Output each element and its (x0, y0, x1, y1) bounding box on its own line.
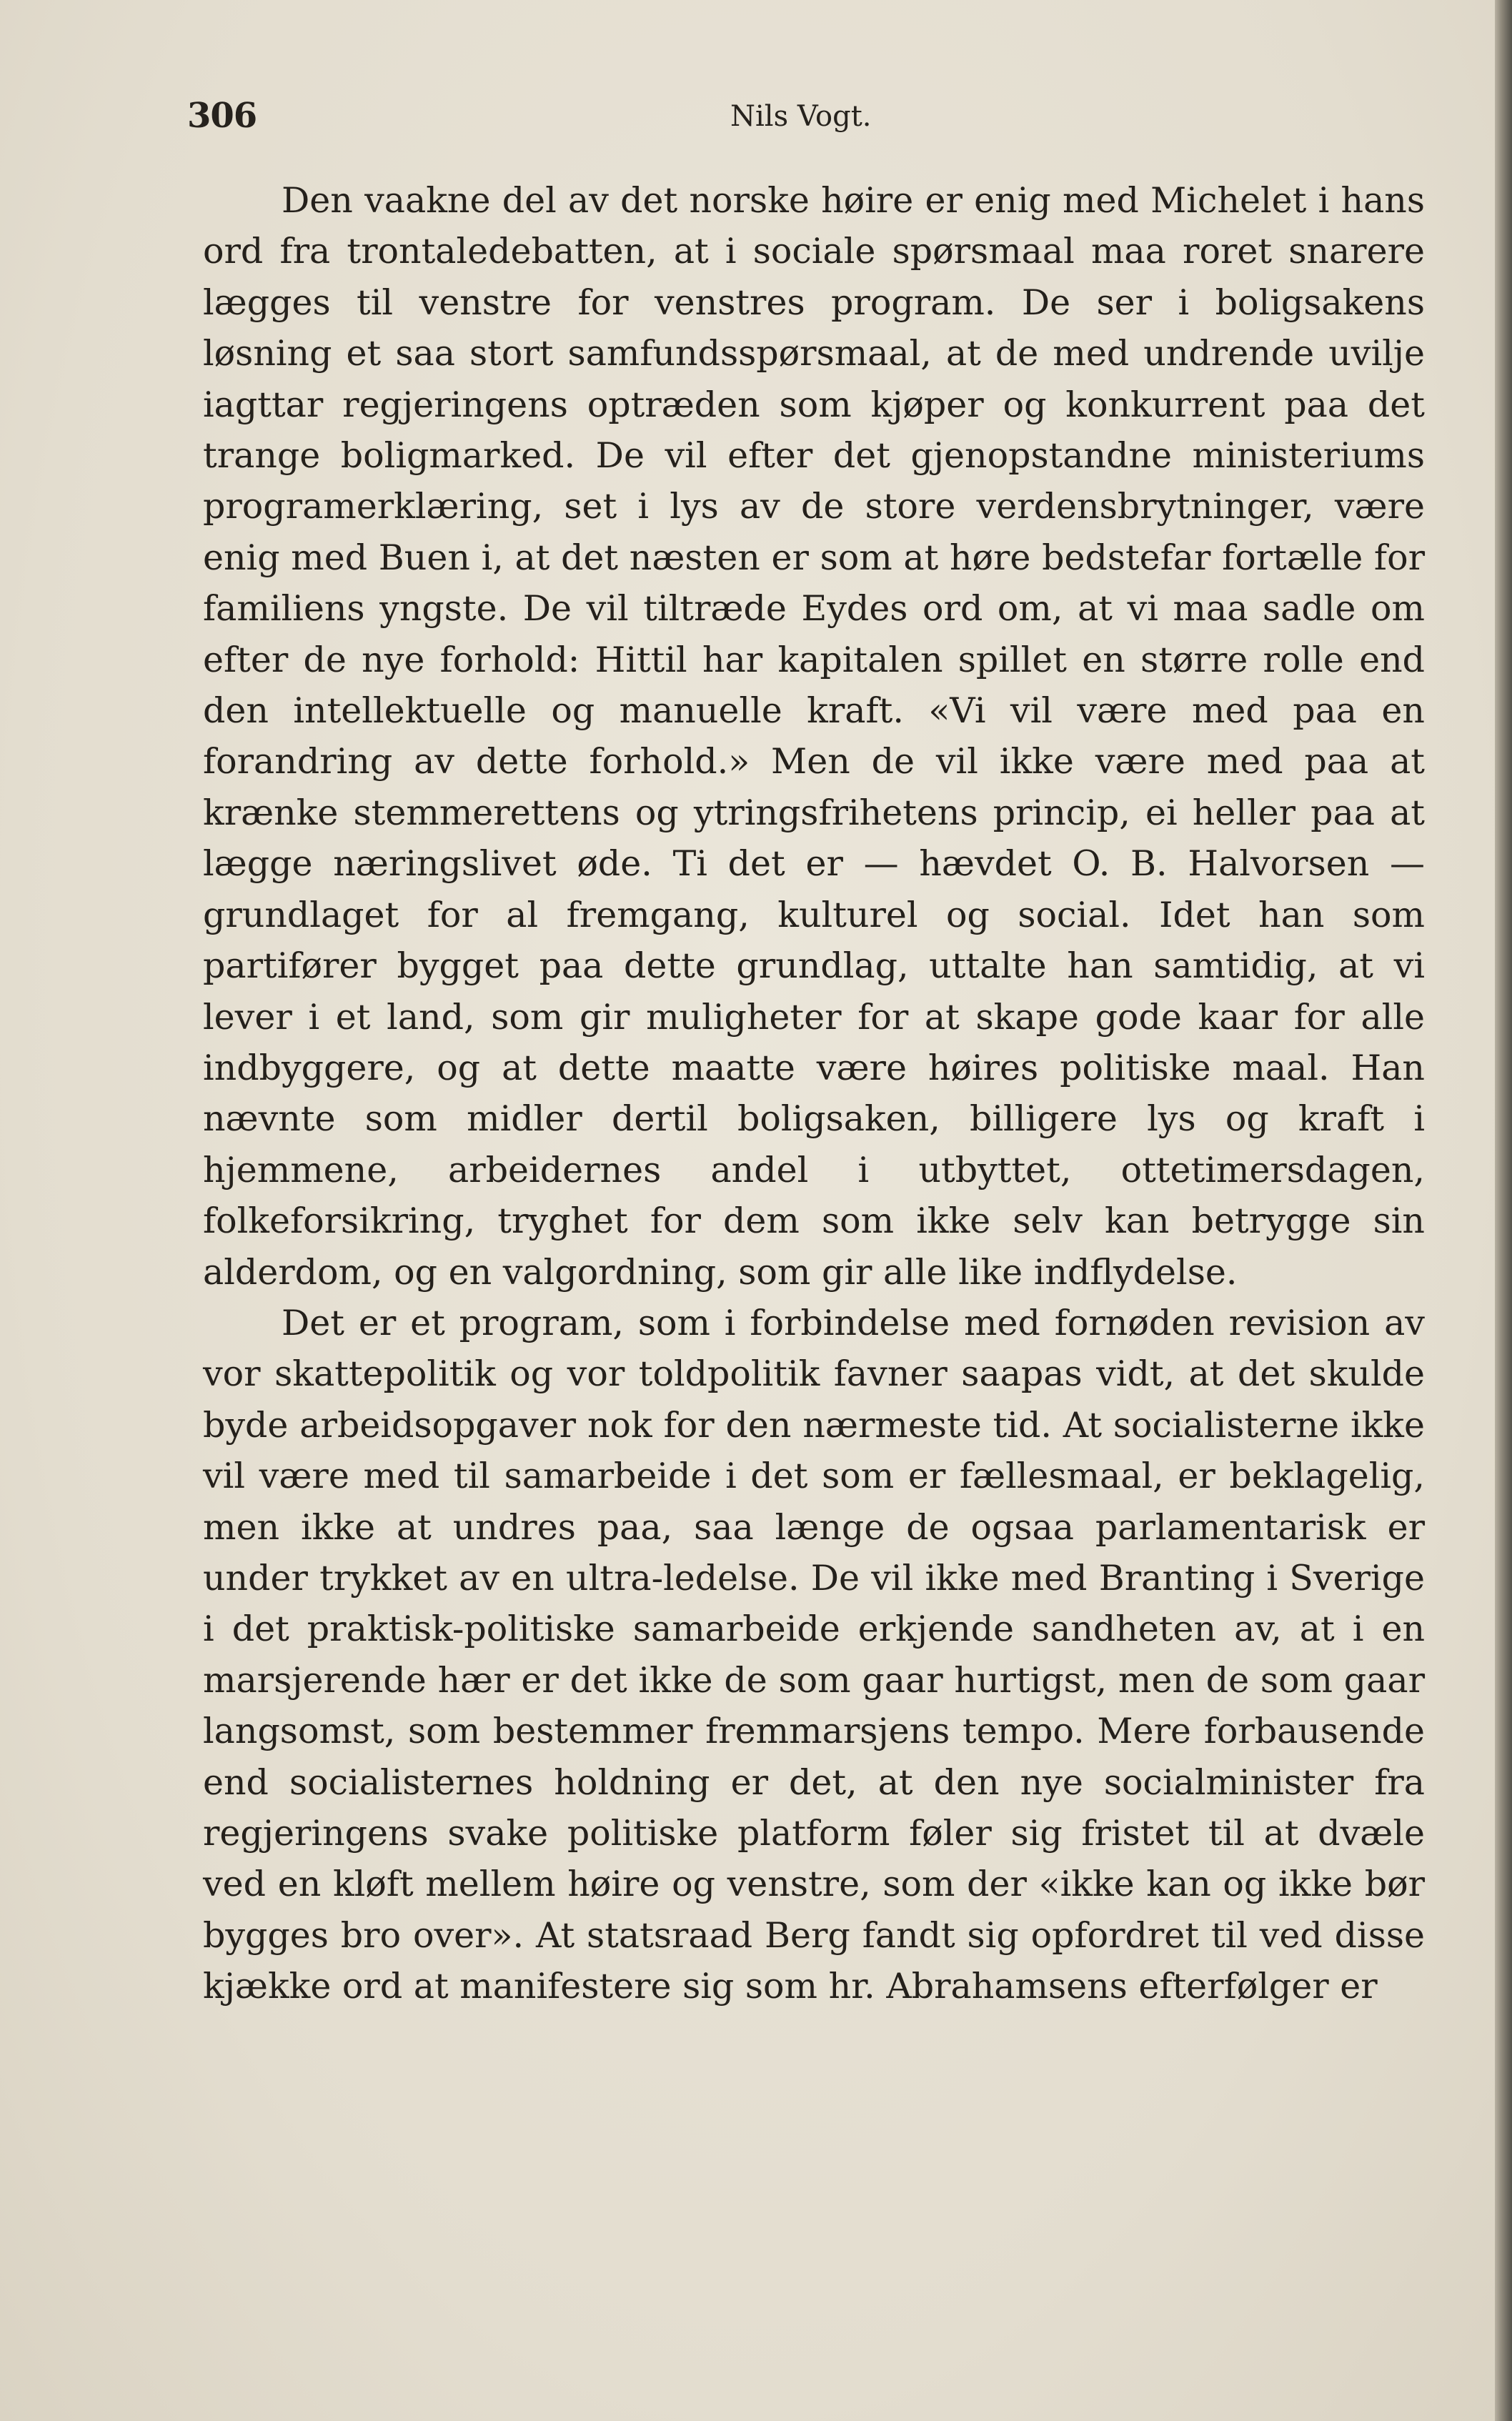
page-number: 306 (187, 96, 257, 136)
body-text (203, 175, 1425, 2012)
page-edge-shadow (1495, 0, 1512, 2421)
paragraph-1: Den vaakne del av det norske høire er enig med Michelet i hans ord fra trontaledebatten, at i sociale spørsmaal maa roret snarere lægges til venstre for venstres program. De ser i boligsakens løsning et saa stort samfundsspørsmaal, at de med undrende uvilje iagttar regjeringens optræden som kjøper og konkurrent paa det trange boligmarked. De vil efter det gjenopstandne ministeriums programerklæring, set i lys av de store verdensbrytninger, være enig med Buen i, at det næsten er som at høre bedstefar fortælle for familiens yngste. De vil tiltræde Eydes ord om, at vi maa sadle om efter de nye forhold: Hittil har kapitalen spillet en større rolle end den intellektuelle og manuelle kraft. «Vi vil være med paa en forandring av dette forhold.» Men de vil ikke være med paa at krænke stemmerettens og ytringsfrihetens princip, ei heller paa at lægge næringslivet øde. Ti det er — hævdet O. B. Halvorsen — grundlaget for al fremgang, kulturel og social. Idet han som partifører bygget paa dette grundlag, uttalte han samtidig, at vi lever i et land, som gir muligheter for at skape gode kaar for alle indbyggere, og at dette maatte være høires politiske maal. Han nævnte som midler dertil boligsaken, billigere lys og kraft i hjemmene, arbeidernes andel i utbyttet, ottetimersdagen, folkeforsikring, tryghet for dem som ikke selv kan betrygge sin alderdom, og en valgordning, som gir alle like indflydelse. (203, 180, 1425, 1293)
paragraph-2: Det er et program, som i forbindelse med fornøden revision av vor skattepolitik og vor toldpolitik favner saapas vidt, at det skulde byde arbeidsopgaver nok for den nærmeste tid. At socialisterne ikke vil være med til samarbeide i det som er fællesmaal, er beklagelig, men ikke at undres paa, saa længe de ogsaa parlamentarisk er under trykket av en ultra-ledelse. De vil ikke med Branting i Sverige i det praktisk-politiske samarbeide erkjende sandheten av, at i en marsjerende hær er det ikke de som gaar hurtigst, men de som gaar langsomst, som bestemmer fremmarsjens tempo. Mere forbausende end socialisternes holdning er det, at den nye socialminister fra regjeringens svake politiske platform føler sig fristet til at dvæle ved en kløft mellem høire og venstre, som der «ikke kan og ikke bør bygges bro over». At statsraad Berg fandt sig opfordret til ved disse kjække ord at manifestere sig som hr. Abrahamsens efterfølger er (203, 1302, 1425, 2007)
page-header (187, 91, 1431, 149)
running-title: Nils Vogt. (730, 100, 872, 133)
